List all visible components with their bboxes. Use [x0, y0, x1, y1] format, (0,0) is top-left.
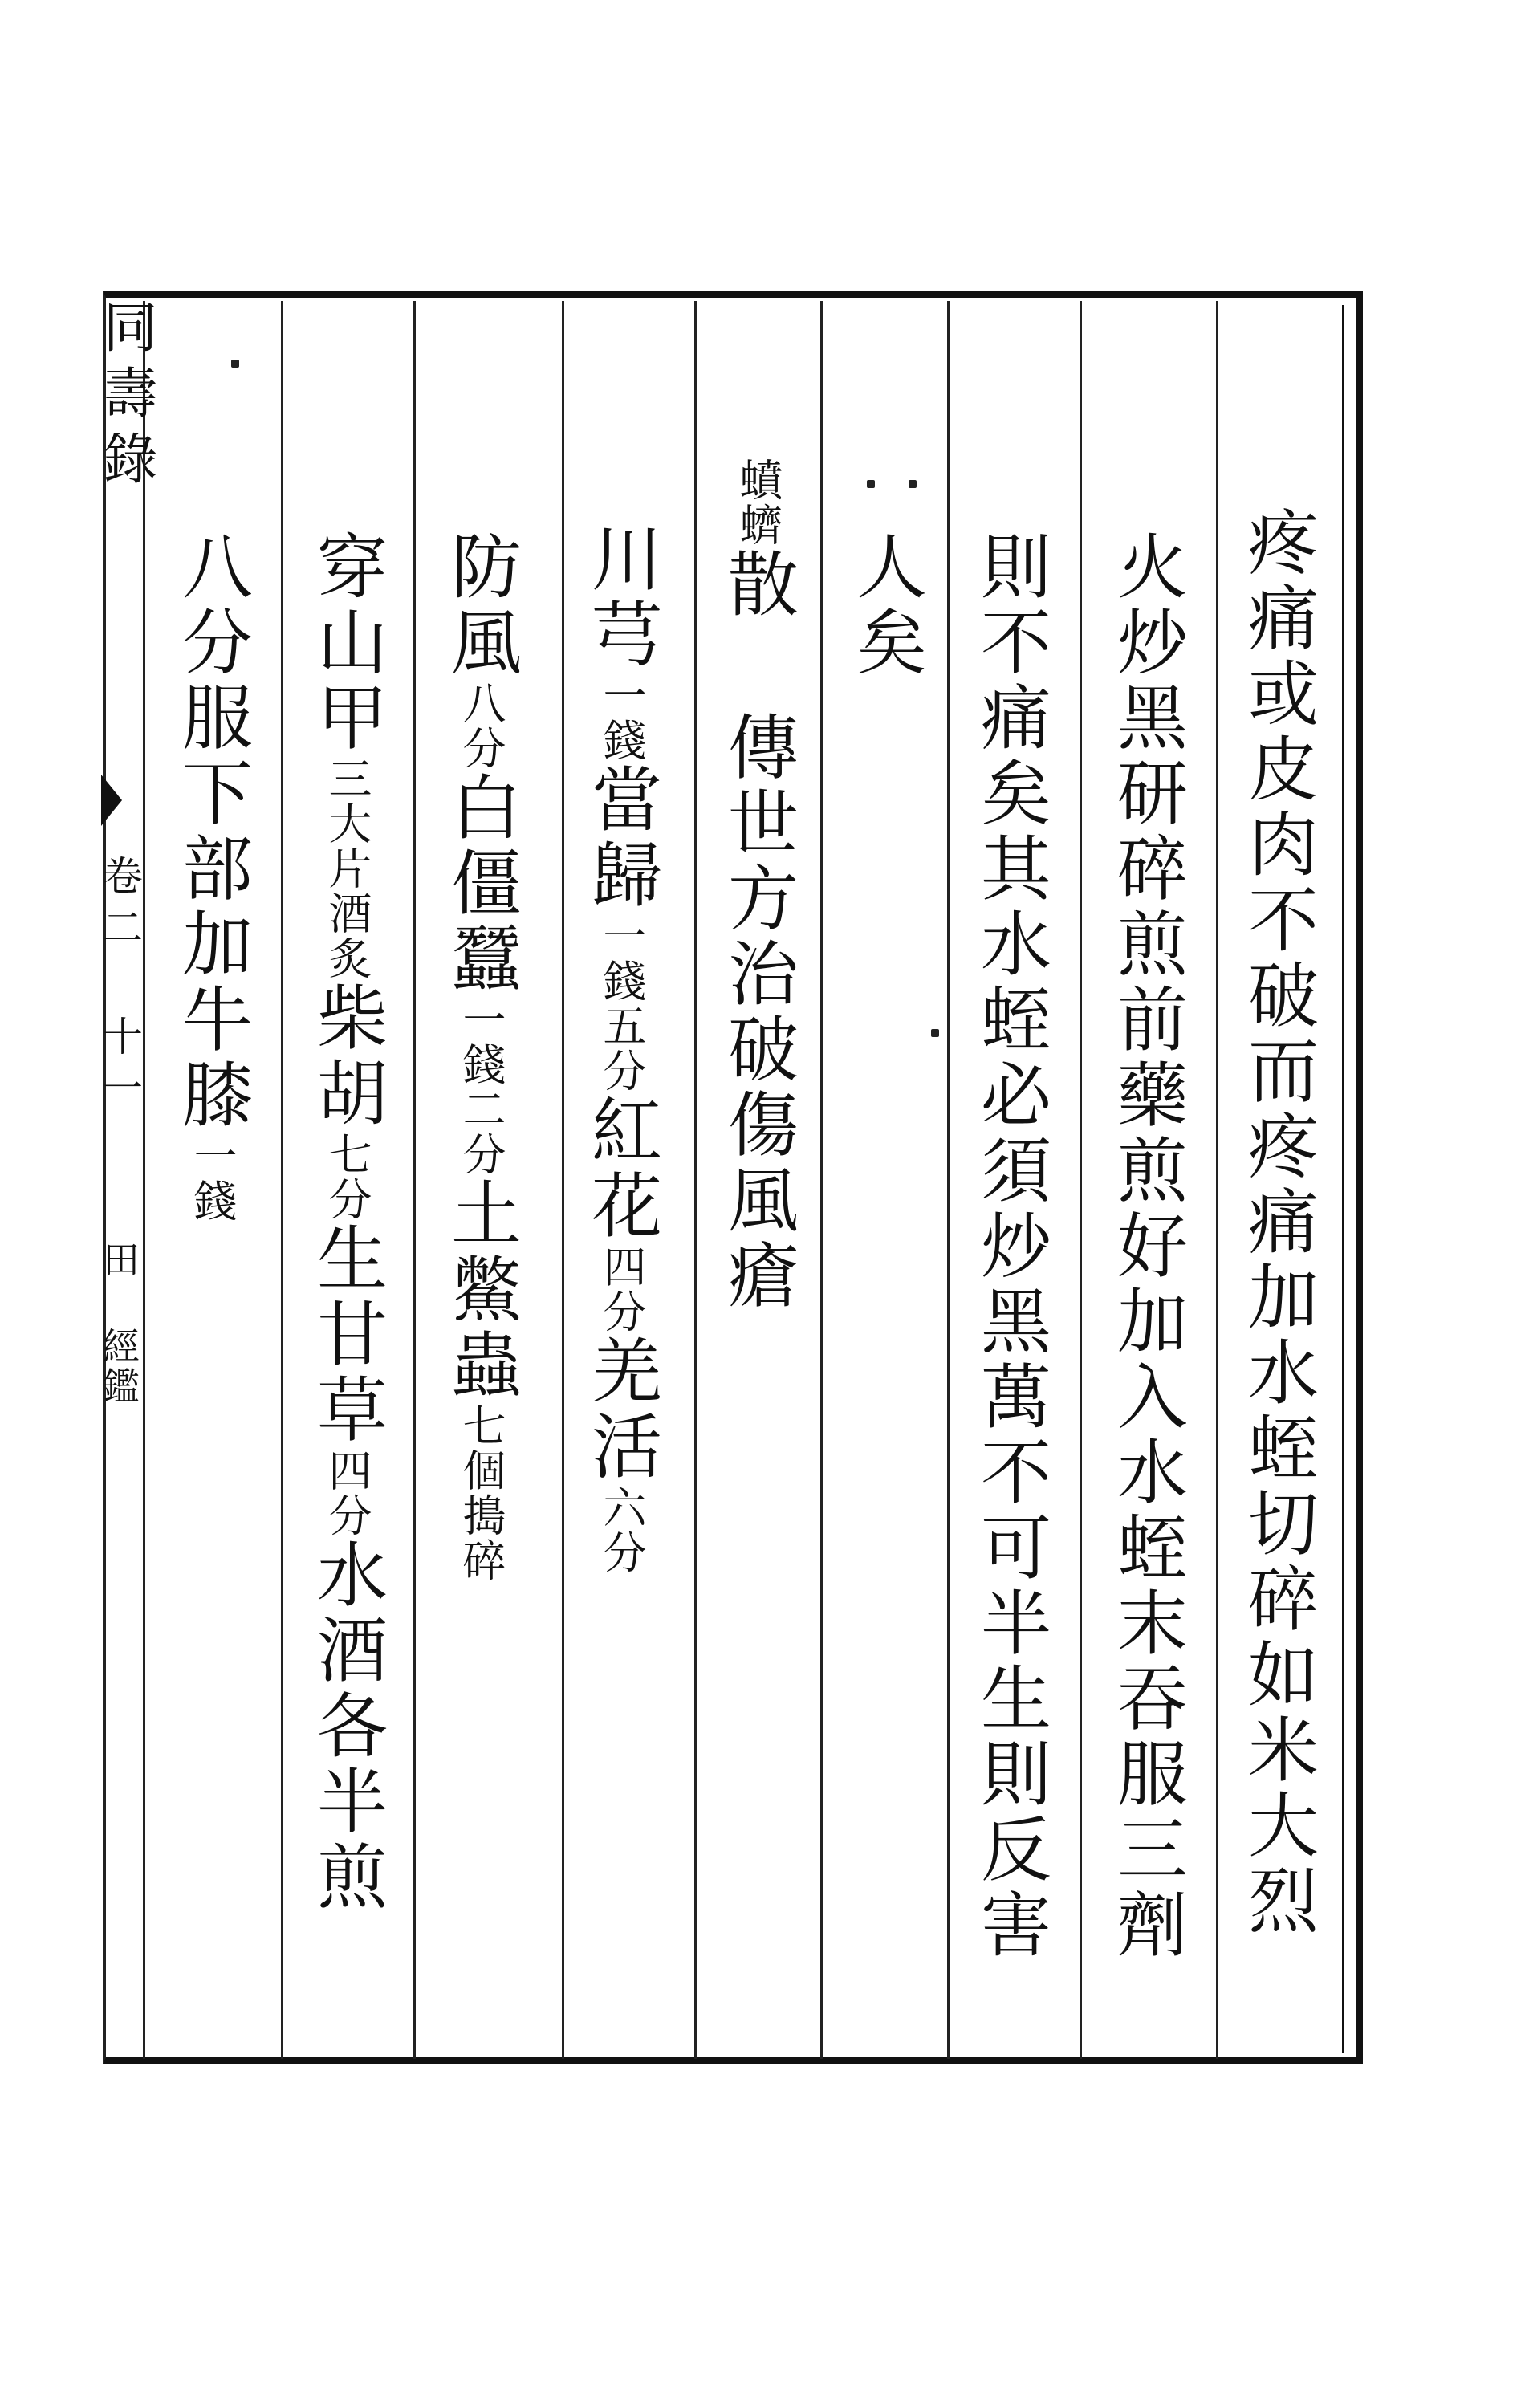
column-rule — [413, 301, 416, 2059]
fishtail-mark — [101, 775, 122, 826]
column-rule — [820, 301, 823, 2059]
formula-heading: 散 傳世方治破傷風瘡 — [717, 547, 799, 1314]
frame-inner-line — [1342, 305, 1344, 2053]
column-rule — [947, 301, 950, 2059]
text-column-3: 則不痛矣其水蛭必須炒黑萬不可半生則反害 — [970, 530, 1052, 1963]
guide-dot — [231, 360, 239, 368]
column-rule — [694, 301, 697, 2059]
ingredients-column-4: 八分服下部加牛膝一錢 — [171, 530, 254, 1223]
book-title: 同壽錄 — [94, 299, 157, 496]
fold-divider — [143, 301, 145, 2059]
text-column-4: 人矣 — [845, 530, 928, 681]
column-rule — [281, 301, 283, 2059]
volume-folio: 卷二 十一 — [96, 855, 143, 1118]
ingredients-column-3: 穿山甲三大片酒炙柴胡七分生甘草四分水酒各半煎 — [306, 530, 388, 1915]
column-rule — [1216, 301, 1218, 2059]
column-rule — [562, 301, 564, 2059]
guide-dot — [867, 480, 875, 488]
ingredients-column-1: 川芎一錢當歸一錢五分紅花四分羌活六分 — [580, 522, 663, 1575]
column-rule — [1080, 301, 1082, 2059]
printer-mark: 田 經鑑 — [97, 1240, 140, 1407]
text-column-2: 火炒黑研碎煎前藥煎好加入水蛭末吞服三劑 — [1106, 530, 1189, 1963]
guide-dot — [909, 480, 917, 488]
text-column-1: 疼痛或皮肉不破而疼痛加水蛭切碎如米大烈 — [1237, 506, 1320, 1939]
ingredients-column-2: 防風八分白僵蠶一錢二分土鱉蟲七個搗碎 — [440, 530, 523, 1583]
formula-name-small: 蟦蠐 — [733, 458, 783, 547]
formula-title-column — [717, 458, 799, 1314]
guide-dot — [931, 1029, 939, 1037]
